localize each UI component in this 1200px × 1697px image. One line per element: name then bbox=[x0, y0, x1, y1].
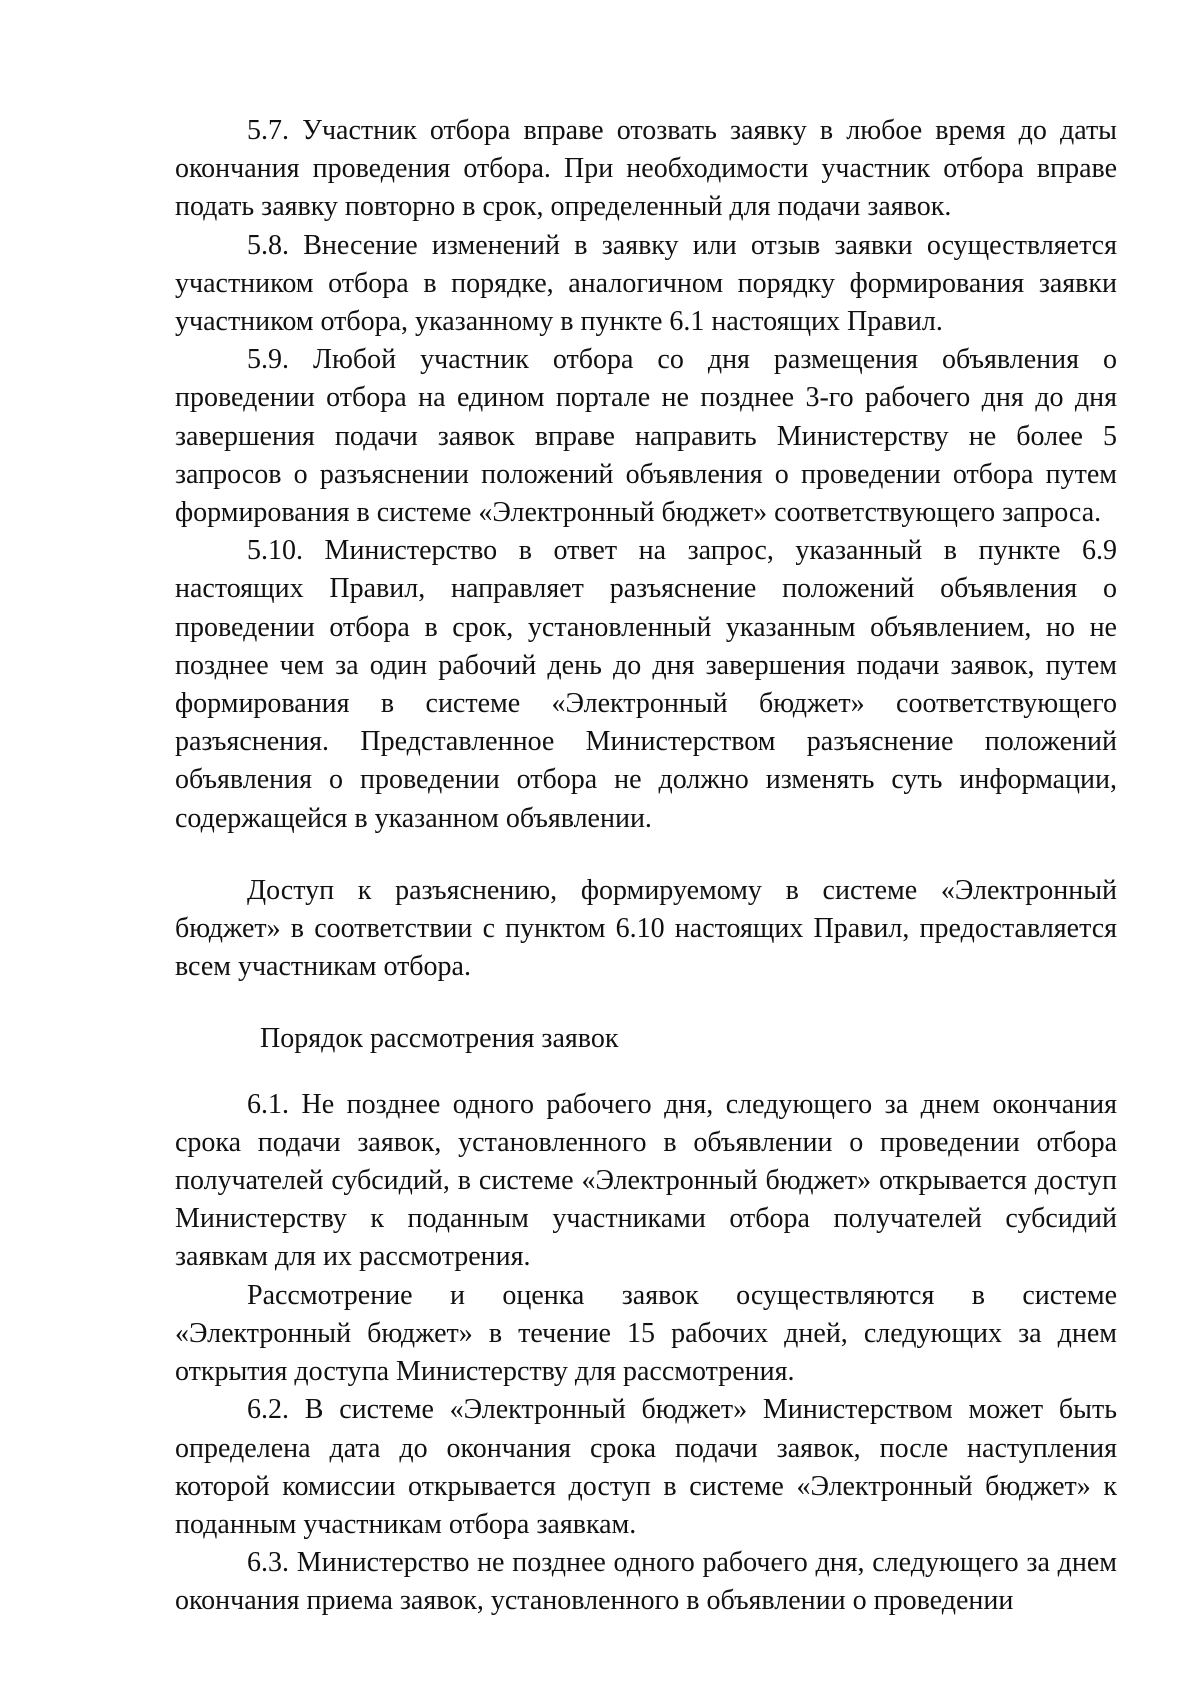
heading-gap-top bbox=[175, 986, 1117, 1020]
paragraph-gap bbox=[175, 838, 1117, 872]
document-page bbox=[175, 112, 1117, 1621]
paragraph-5-8: 5.8. Внесение изменений в заявку или отзыв заявки осуществляется участником отбора в порядке, аналогичном порядку формирования заявки участником отбора, указанному в пункте 6.1 настоящих Правил. bbox=[175, 229, 1117, 338]
paragraph-5-9: 5.9. Любой участник отбора со дня размещения объявления о проведении отбора на едином портале не позднее 3-го рабочего дня до дня завершения подачи заявок вправе направить Министерству не более 5 запросов о разъяснении положений объявления о проведении отбора путем формирования в системе «Электронный бюджет» соответствующего запроса. bbox=[175, 344, 1117, 529]
paragraph-review: Рассмотрение и оценка заявок осуществляются в системе «Электронный бюджет» в течение 15 рабочих дней, следующих за днем открытия доступа Министерству для рассмотрения. bbox=[175, 1279, 1117, 1388]
paragraph-access: Доступ к разъяснению, формируемому в системе «Электронный бюджет» в соответствии с пунктом 6.10 настоящих Правил, предоставляется всем участникам отбора. bbox=[175, 874, 1117, 983]
paragraph-5-7: 5.7. Участник отбора вправе отозвать заявку в любое время до даты окончания проведения отбора. При необходимости участник отбора вправе подать заявку повторно в срок, определенный для подачи заявок. bbox=[175, 115, 1117, 223]
paragraph-6-2: 6.2. В системе «Электронный бюджет» Министерством может быть определена дата до окончания срока подачи заявок, после наступления которой комиссии открывается доступ в системе «Электронный бюджет» к поданным участникам отбора заявкам. bbox=[175, 1394, 1117, 1540]
section-heading: Порядок рассмотрения заявок bbox=[260, 1023, 619, 1055]
heading-gap-bottom bbox=[175, 1059, 1117, 1086]
paragraph-6-1: 6.1. Не позднее одного рабочего дня, следующего за днем окончания срока подачи заявок, установленного в объявлении о проведении отбора получателей субсидий, в системе «Электронный бюджет» открывается доступ Министерству к поданным участниками отбора получателей субсидий заявкам для их рассмотрения. bbox=[175, 1088, 1117, 1273]
paragraph-6-3: 6.3. Министерство не позднее одного рабочего дня, следующего за днем окончания приема заявок, установленного в объявлении о проведении bbox=[175, 1547, 1117, 1617]
paragraph-5-10: 5.10. Министерство в ответ на запрос, указанный в пункте 6.9 настоящих Правил, направляет разъяснение положений объявления о проведении отбора в срок, установленный указанным объявлением, но не позднее чем за один рабочий день до дня завершения подачи заявок, путем формирования в системе «Электронный бюджет» соответствующего разъяснения. Представленное Министерством разъяснение положений объявления о проведении отбора не должно изменять суть информации, содержащейся в указанном объявлении. bbox=[175, 535, 1117, 834]
